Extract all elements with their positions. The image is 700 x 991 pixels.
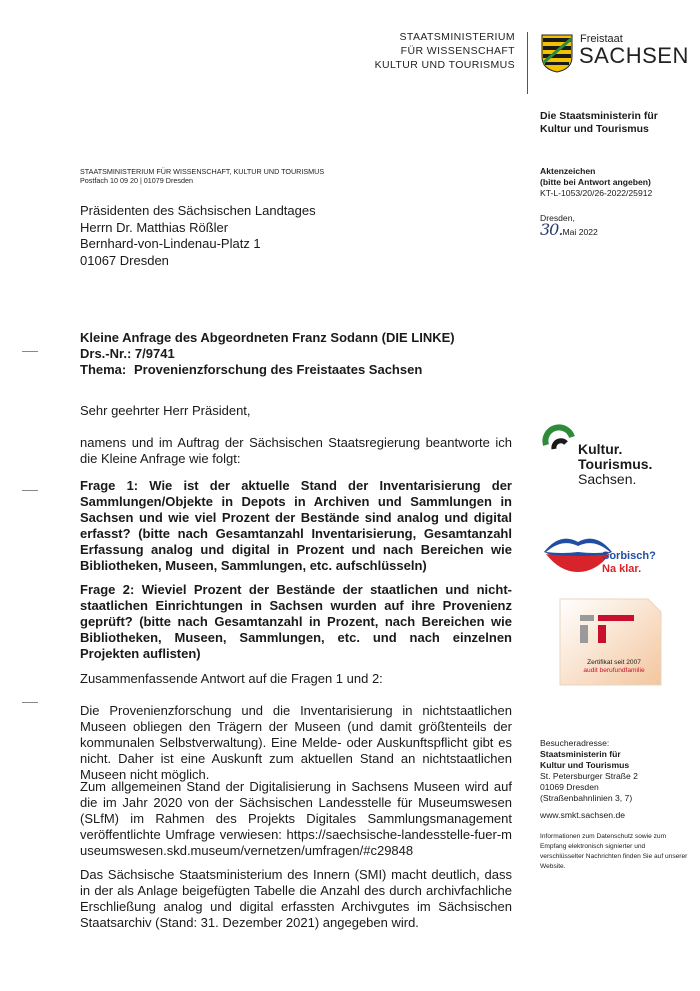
date-month-year: Mai 2022	[562, 227, 598, 237]
date-day-handwritten: 30.	[540, 220, 563, 239]
answer-paragraph-1: Die Provenienzforschung und die Inventarisierung in nichtstaatlichen Museen obliegen den Trägern der Museen (und damit größtenteils der kommunalen Selbstverwaltung). Eine Melde- oder Auskunftspflicht gibt es nicht. Daher ist eine Auskunft zum aktuellen Stand an nichtstaatlichen Museen nicht möglich.	[80, 703, 512, 782]
ministry-line-3: KULTUR UND TOURISMUS	[374, 59, 515, 71]
subject-title: Kleine Anfrage des Abgeordneten Franz Sodann (DIE LINKE)	[80, 330, 455, 345]
ministerin-title: Die Staatsministerin für Kultur und Tourismus	[540, 110, 658, 135]
subject-block	[80, 330, 455, 378]
privacy-note: Informationen zum Datenschutz sowie zum Empfang elektronisch signierter und verschlüsselter Nachrichten finden Sie auf unserer Website.	[540, 833, 688, 870]
saxony-crest-icon	[540, 33, 574, 73]
question-1: Frage 1: Wie ist der aktuelle Stand der Inventarisierung der Sammlungen/Objekte in Depots in Archiven und Sammlungen in Sachsen und wie viel Prozent der Bestände sind analog und digital erfasst? (bitte nach Gesamtanzahl Inventarisierung, Gesamtanzahl Erfassung analog und digital in Prozent und nach Bereichen wie Bibliotheken, Museen, Sammlungen, etc. aufschlüsseln)	[80, 478, 512, 573]
date-line	[540, 220, 598, 239]
kt-line-3: Sachsen.	[578, 471, 637, 487]
thema-value: Provenienzforschung des Freistaates Sachsen	[134, 362, 423, 377]
salutation: Sehr geehrter Herr Präsident,	[80, 403, 251, 418]
kt-swirl-icon	[540, 423, 580, 457]
sorbisch-line-2: Na klar.	[602, 563, 642, 575]
date-city: Dresden,	[540, 213, 575, 223]
punch-mark	[22, 702, 38, 703]
visitor-label: Besucheradresse:	[540, 738, 610, 748]
fold-mark	[22, 351, 38, 352]
sorbisch-logo	[540, 522, 660, 582]
reference-label-hint: (bitte bei Antwort angeben)	[540, 177, 651, 187]
recipient-address	[80, 203, 316, 269]
fold-mark	[22, 490, 38, 491]
sender-line-2: Postfach 10 09 20 | 01079 Dresden	[80, 176, 193, 185]
recipient-line: Präsidenten des Sächsischen Landtages	[80, 203, 316, 218]
sender-address	[80, 167, 324, 185]
recipient-line: 01067 Dresden	[80, 252, 169, 268]
logo-sachsen: SACHSEN	[579, 43, 689, 68]
ministry-line-1: STAATSMINISTERIUM	[399, 31, 515, 43]
thema-label: Thema:	[80, 362, 127, 377]
kt-line-1: Kultur.	[578, 441, 623, 457]
logo-freistaat: Freistaat	[580, 33, 623, 45]
visitor-street: St. Petersburger Straße 2	[540, 771, 638, 781]
sender-line-1: STAATSMINISTERIUM FÜR WISSENSCHAFT, KULTUR UND TOURISMUS	[80, 167, 325, 176]
intro-paragraph: namens und im Auftrag der Sächsischen Staatsregierung beantworte ich die Kleine Anfrage wie folgt:	[80, 435, 512, 466]
kultur-tourismus-logo	[540, 423, 660, 503]
reference-number: KT-L-1053/20/26-2022/25912	[540, 188, 653, 198]
date-block	[540, 213, 598, 238]
reference-block	[540, 166, 700, 199]
website-link[interactable]: www.smkt.sachsen.de	[540, 810, 626, 820]
ministry-name	[275, 30, 515, 72]
recipient-line: Herrn Dr. Matthias Rößler	[80, 219, 229, 235]
cert-line-2: audit berufundfamilie	[583, 667, 645, 674]
reference-label: Aktenzeichen	[540, 166, 596, 176]
header-divider	[527, 32, 528, 94]
visitor-city: 01069 Dresden	[540, 782, 599, 792]
sorbisch-line-1: Sorbisch?	[602, 550, 656, 562]
visitor-tram: (Straßenbahnlinien 3, 7)	[540, 793, 633, 803]
answer-paragraph-2	[80, 779, 512, 859]
answer-paragraph-2-text: Zum allgemeinen Stand der Digitalisierung in Sachsens Museen wird auf die im Jahr 2020 von der Sächsischen Landesstelle für Museumswesen (SLfM) im Rahmen des Projekts Digitales Sammlungsmanagement veröffentlichte Umfrage verwiesen:	[80, 779, 512, 842]
cert-line-1: Zertifikat seit 2007	[587, 659, 641, 666]
visitor-name-2: Kultur und Tourismus	[540, 760, 630, 770]
ministry-line-2: FÜR WISSENSCHAFT	[400, 45, 515, 57]
visitor-name-1: Staatsministerin für	[540, 749, 621, 759]
survey-link[interactable]: https://saechsische-landesstelle-fuer-museumswesen.skd.museum/vernetzen/umfragen/#c29848	[80, 827, 512, 858]
audit-certificate	[558, 597, 663, 687]
answer-paragraph-3: Das Sächsische Staatsministerium des Innern (SMI) macht deutlich, dass in der als Anlage beigefügten Tabelle die Anzahl des durch archivfachliche Erschließung analog und digital erfassten Archivgutes im Sächsischen Staatsarchiv (Stand: 31. Dezember 2021) angegeben wird.	[80, 867, 512, 930]
answer-heading: Zusammenfassende Antwort auf die Fragen 1 und 2:	[80, 671, 383, 686]
kt-line-2: Tourismus.	[578, 456, 653, 472]
recipient-line: Bernhard-von-Lindenau-Platz 1	[80, 236, 261, 251]
drs-label: Drs.-Nr.:	[80, 346, 132, 361]
question-2: Frage 2: Wieviel Prozent der Bestände der staatlichen und nicht-staatlichen Einrichtungen in Sachsen wurden auf ihre Provenienz geprüft? (bitte nach Gesamtanzahl in Prozent, nach Bereichen wie Bibliotheken, Museen, Sammlungen, etc. und nach einzelnen Projekten auflisten)	[80, 582, 512, 661]
drs-value: 7/9741	[134, 346, 175, 361]
visitor-address	[540, 738, 690, 804]
